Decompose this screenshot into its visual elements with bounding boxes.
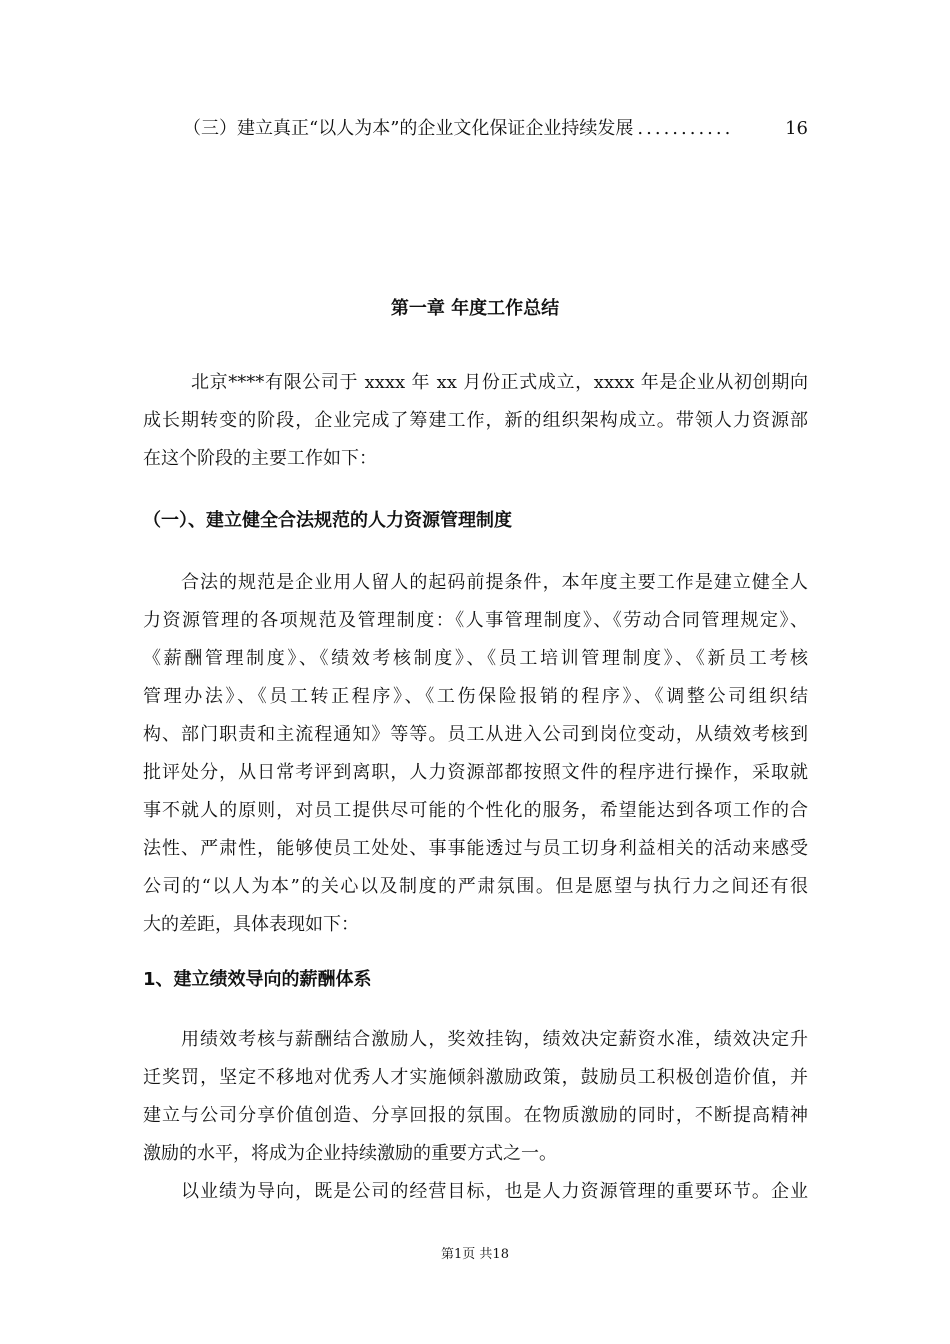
page-footer: 第1页 共18 xyxy=(441,1247,509,1262)
paragraph-line: 大的差距，具体表现如下： xyxy=(143,914,359,935)
paragraph-line: 建立与公司分享价值创造、分享回报的氛围。在物质激励的同时，不断提高精神 xyxy=(143,1105,808,1126)
paragraph-line: 迁奖罚，坚定不移地对优秀人才实施倾斜激励政策，鼓励员工积极创造价值，并 xyxy=(143,1067,808,1088)
paragraph-line: 公司的“以人为本”的关心以及制度的严肃氛围。但是愿望与执行力之间还有很 xyxy=(143,876,808,897)
paragraph-line: 事不就人的原则，对员工提供尽可能的个性化的服务，希望能达到各项工作的合 xyxy=(143,800,808,821)
paragraph-line: 法性、严肃性，能够使员工处处、事事能透过与员工切身利益相关的活动来感受 xyxy=(143,838,808,859)
paragraph-line: 在这个阶段的主要工作如下： xyxy=(143,448,377,469)
toc-entry[interactable] xyxy=(183,116,808,142)
section-heading: （一）、建立健全合法规范的人力资源管理制度 xyxy=(143,510,512,531)
paragraph-line: 激励的水平，将成为企业持续激励的重要方式之一。 xyxy=(143,1143,557,1164)
paragraph-line: 以业绩为导向，既是公司的经营目标，也是人力资源管理的重要环节。企业 xyxy=(181,1181,808,1202)
paragraph-line: 力资源管理的各项规范及管理制度：《人事管理制度》、《劳动合同管理规定》、 xyxy=(143,610,808,631)
subsection-paragraph xyxy=(143,1021,808,1211)
paragraph-line: 合法的规范是企业用人留人的起码前提条件，本年度主要工作是建立健全人 xyxy=(181,572,808,593)
paragraph-line: 成长期转变的阶段，企业完成了筹建工作，新的组织架构成立。带领人力资源部 xyxy=(143,410,808,431)
chapter-title: 第一章 年度工作总结 xyxy=(390,298,560,319)
toc-entry-text: （三）建立真正“以人为本”的企业文化保证企业持续发展 xyxy=(183,118,634,139)
subsection-heading: 1、建立绩效导向的薪酬体系 xyxy=(143,969,372,990)
toc-leader-dots: ........... xyxy=(637,118,734,139)
intro-paragraph xyxy=(143,364,808,478)
paragraph-line: 构、部门职责和主流程通知》等等。员工从进入公司到岗位变动，从绩效考核到 xyxy=(143,724,808,745)
toc-page-number: 16 xyxy=(785,118,808,139)
paragraph-line: 用绩效考核与薪酬结合激励人，奖效挂钩，绩效决定薪资水准，绩效决定升 xyxy=(181,1029,808,1050)
paragraph-line: 北京****有限公司于 xxxx 年 xx 月份正式成立，xxxx 年是企业从初创期向 xyxy=(191,372,808,393)
paragraph-line: 《薪酬管理制度》、《绩效考核制度》、《员工培训管理制度》、《新员工考核 xyxy=(143,648,808,669)
paragraph-line: 批评处分，从日常考评到离职，人力资源部都按照文件的程序进行操作，采取就 xyxy=(143,762,808,783)
paragraph-line: 管理办法》、《员工转正程序》、《工伤保险报销的程序》、《调整公司组织结 xyxy=(143,686,808,707)
section-paragraph xyxy=(143,564,808,944)
